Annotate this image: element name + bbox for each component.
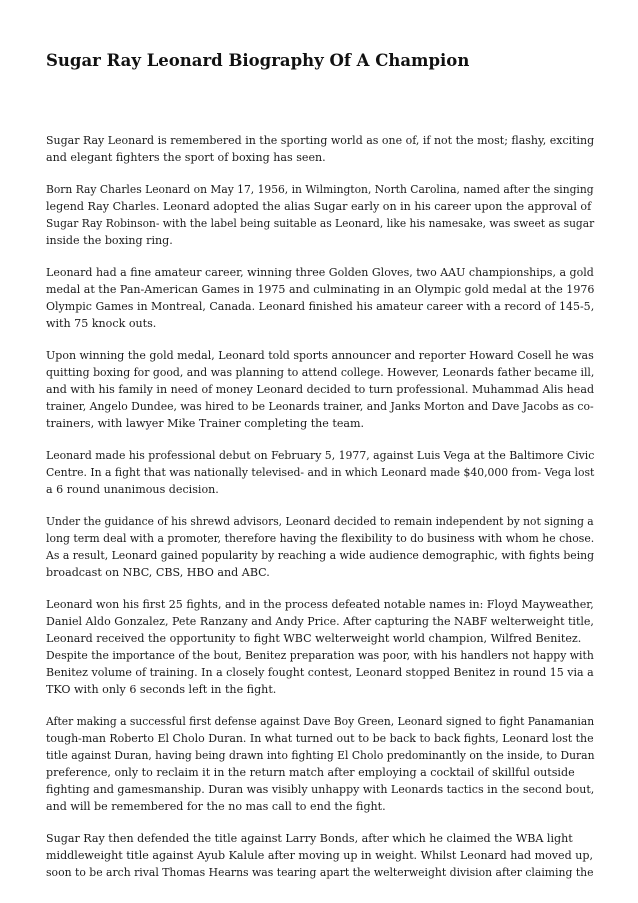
paragraph-line: title against Duran, having being drawn into fighting El Cholo predominantly on the inside, to Duran <box>46 749 595 762</box>
paragraph <box>46 713 594 815</box>
paragraph-line: Sugar Ray then defended the title against Larry Bonds, after which he claimed the WBA light <box>46 832 573 845</box>
paragraph-line: middleweight title against Ayub Kalule after moving up in weight. Whilst Leonard had moved up, <box>46 849 594 862</box>
paragraph-line: After making a successful first defense against Dave Boy Green, Leonard signed to fight Panamanian <box>46 715 595 728</box>
paragraph-line: and elegant fighters the sport of boxing has seen. <box>46 151 326 164</box>
paragraph <box>46 181 594 249</box>
paragraph-line: trainer, Angelo Dundee, was hired to be Leonards trainer, and Janks Morton and Dave Jacobs as co- <box>46 400 594 413</box>
paragraph-line: soon to be arch rival Thomas Hearns was tearing apart the welterweight division after claiming the <box>46 866 594 879</box>
paragraph-line: quitting boxing for good, and was planning to attend college. However, Leonards father became ill, <box>46 366 595 379</box>
document-title: Sugar Ray Leonard Biography Of A Champion <box>46 51 470 70</box>
paragraph-line: Centre. In a fight that was nationally televised- and in which Leonard made $40,000 from- Vega lost <box>46 466 595 479</box>
paragraph-line: broadcast on NBC, CBS, HBO and ABC. <box>46 566 270 579</box>
paragraph-line: Leonard received the opportunity to fight WBC welterweight world champion, Wilfred Benitez. <box>46 632 582 645</box>
paragraph-line: inside the boxing ring. <box>46 234 173 247</box>
paragraph-line: long term deal with a promoter, therefore having the flexibility to do business with whom he chose. <box>46 532 595 545</box>
paragraph-line: and will be remembered for the no mas call to end the fight. <box>46 800 386 813</box>
paragraph <box>46 132 594 166</box>
document-body <box>46 132 594 896</box>
paragraph-line: Under the guidance of his shrewd advisors, Leonard decided to remain independent by not signing a <box>46 515 594 528</box>
paragraph-line: Born Ray Charles Leonard on May 17, 1956, in Wilmington, North Carolina, named after the singing <box>46 183 594 196</box>
paragraph-line: Benitez volume of training. In a closely fought contest, Leonard stopped Benitez in round 15 via a <box>46 666 594 679</box>
paragraph-line: Leonard had a fine amateur career, winning three Golden Gloves, two AAU championships, a gold <box>46 266 594 279</box>
paragraph-line: Leonard won his first 25 fights, and in the process defeated notable names in: Floyd Mayweather, <box>46 598 594 611</box>
paragraph-line: Despite the importance of the bout, Benitez preparation was poor, with his handlers not happy with <box>46 649 594 662</box>
paragraph-line: medal at the Pan-American Games in 1975 and culminating in an Olympic gold medal at the 1976 <box>46 283 595 296</box>
paragraph-line: Leonard made his professional debut on February 5, 1977, against Luis Vega at the Baltimore Civic <box>46 449 595 462</box>
paragraph <box>46 596 594 698</box>
paragraph <box>46 513 594 581</box>
paragraph-line: trainers, with lawyer Mike Trainer completing the team. <box>46 417 365 430</box>
paragraph <box>46 264 594 332</box>
paragraph <box>46 347 594 432</box>
paragraph-line: with 75 knock outs. <box>46 317 157 330</box>
paragraph <box>46 830 594 881</box>
paragraph-line: As a result, Leonard gained popularity by reaching a wide audience demographic, with fights being <box>46 549 595 562</box>
paragraph-line: fighting and gamesmanship. Duran was visibly unhappy with Leonards tactics in the second bout, <box>46 783 595 796</box>
paragraph-line: Upon winning the gold medal, Leonard told sports announcer and reporter Howard Cosell he was <box>46 349 594 362</box>
paragraph <box>46 447 594 498</box>
paragraph-line: TKO with only 6 seconds left in the fight. <box>46 683 277 696</box>
paragraph-line: and with his family in need of money Leonard decided to turn professional. Muhammad Alis head <box>46 383 595 396</box>
paragraph-line: Olympic Games in Montreal, Canada. Leonard finished his amateur career with a record of 145-5, <box>46 300 595 313</box>
paragraph-line: a 6 round unanimous decision. <box>46 483 219 496</box>
paragraph-line: legend Ray Charles. Leonard adopted the alias Sugar early on in his career upon the approval of <box>46 200 592 213</box>
paragraph-line: Daniel Aldo Gonzalez, Pete Ranzany and Andy Price. After capturing the NABF welterweight title, <box>46 615 594 628</box>
paragraph-line: Sugar Ray Robinson- with the label being suitable as Leonard, like his namesake, was sweet as sugar <box>46 217 595 230</box>
paragraph-line: Sugar Ray Leonard is remembered in the sporting world as one of, if not the most; flashy, exciting <box>46 134 595 147</box>
paragraph-line: tough-man Roberto El Cholo Duran. In what turned out to be back to back fights, Leonard lost the <box>46 732 594 745</box>
paragraph-line: preference, only to reclaim it in the return match after employing a cocktail of skillful outside <box>46 766 575 779</box>
